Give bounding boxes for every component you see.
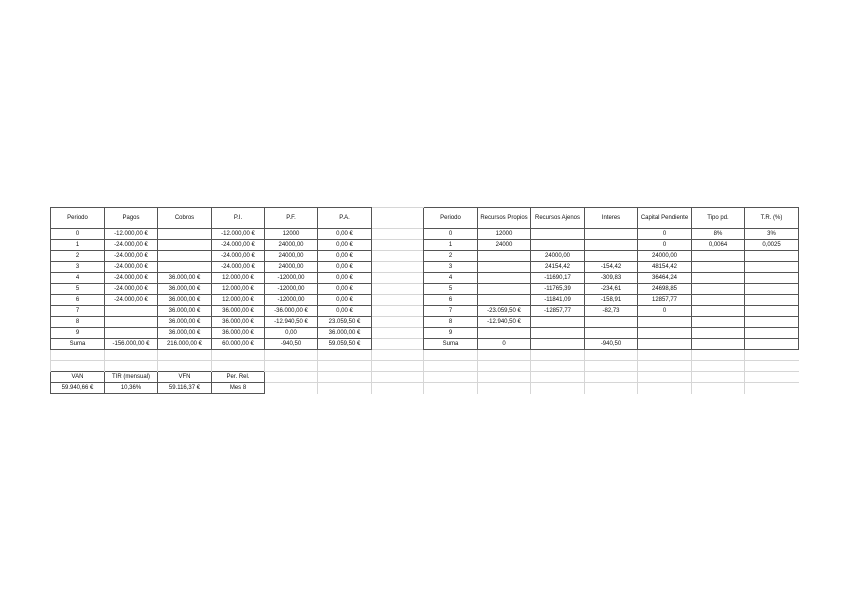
empty-cell[interactable] xyxy=(424,350,478,361)
left-data-cell[interactable]: 12.000,00 € xyxy=(212,284,265,295)
left-header-cell[interactable]: Periodo xyxy=(51,208,105,229)
left-data-cell[interactable]: 24000,00 xyxy=(265,251,318,262)
right-data-cell[interactable] xyxy=(585,317,638,328)
empty-cell[interactable] xyxy=(372,284,424,295)
left-data-cell[interactable]: -24.000,00 € xyxy=(105,295,158,306)
right-data-cell[interactable] xyxy=(478,251,531,262)
left-data-cell[interactable]: -12.000,00 € xyxy=(212,229,265,240)
left-data-cell[interactable]: 0,00 € xyxy=(318,229,372,240)
right-data-cell[interactable]: -309,83 xyxy=(585,273,638,284)
right-data-cell[interactable]: -11765,39 xyxy=(531,284,585,295)
left-data-cell[interactable]: 8 xyxy=(51,317,105,328)
right-data-cell[interactable]: -11841,09 xyxy=(531,295,585,306)
left-data-cell[interactable]: 4 xyxy=(51,273,105,284)
empty-cell[interactable] xyxy=(424,361,478,372)
left-sum-cell[interactable]: 60.000,00 € xyxy=(212,339,265,350)
left-sum-cell[interactable]: 216.000,00 € xyxy=(158,339,212,350)
empty-cell[interactable] xyxy=(372,240,424,251)
left-data-cell[interactable] xyxy=(158,229,212,240)
summary-header-row xyxy=(51,372,799,383)
right-data-cell[interactable] xyxy=(585,251,638,262)
right-data-cell[interactable] xyxy=(745,273,799,284)
empty-cell[interactable] xyxy=(531,372,585,383)
empty-cell[interactable] xyxy=(638,361,692,372)
empty-cell[interactable] xyxy=(372,306,424,317)
right-data-cell[interactable] xyxy=(692,328,745,339)
left-data-cell[interactable]: 36.000,00 € xyxy=(212,328,265,339)
left-data-cell[interactable]: -24.000,00 € xyxy=(105,284,158,295)
left-data-cell[interactable] xyxy=(105,306,158,317)
blank-row xyxy=(51,350,799,361)
left-header-cell[interactable]: Cobros xyxy=(158,208,212,229)
right-data-cell[interactable] xyxy=(692,262,745,273)
right-header-cell[interactable]: Periodo xyxy=(424,208,478,229)
right-data-cell[interactable] xyxy=(478,295,531,306)
right-data-cell[interactable]: 7 xyxy=(424,306,478,317)
right-sum-cell[interactable] xyxy=(692,339,745,350)
empty-cell[interactable] xyxy=(372,229,424,240)
summary-header-cell[interactable]: VFN xyxy=(158,372,212,383)
right-data-cell[interactable] xyxy=(745,295,799,306)
right-data-cell[interactable]: 36464,24 xyxy=(638,273,692,284)
right-header-cell[interactable]: T.R. (%) xyxy=(745,208,799,229)
right-data-cell[interactable]: 0 xyxy=(424,229,478,240)
right-data-cell[interactable] xyxy=(478,273,531,284)
right-data-cell[interactable]: 0 xyxy=(638,229,692,240)
empty-cell[interactable] xyxy=(212,350,265,361)
right-data-cell[interactable]: 6 xyxy=(424,295,478,306)
left-data-cell[interactable]: 36.000,00 € xyxy=(158,328,212,339)
right-data-cell[interactable]: 5 xyxy=(424,284,478,295)
empty-cell[interactable] xyxy=(51,350,105,361)
right-data-cell[interactable] xyxy=(531,317,585,328)
right-data-cell[interactable]: 8% xyxy=(692,229,745,240)
left-data-cell[interactable]: 36.000,00 € xyxy=(158,306,212,317)
right-data-cell[interactable] xyxy=(692,284,745,295)
empty-cell[interactable] xyxy=(372,361,424,372)
left-data-cell[interactable]: -24.000,00 € xyxy=(105,251,158,262)
left-data-cell[interactable]: 24000,00 xyxy=(265,262,318,273)
right-data-cell[interactable]: 3 xyxy=(424,262,478,273)
right-data-cell[interactable]: 0 xyxy=(638,306,692,317)
right-header-cell[interactable]: Tipo pd. xyxy=(692,208,745,229)
right-data-cell[interactable] xyxy=(745,306,799,317)
blank-row xyxy=(51,361,799,372)
empty-cell[interactable] xyxy=(585,361,638,372)
empty-cell[interactable] xyxy=(372,350,424,361)
left-header-cell[interactable]: P.A. xyxy=(318,208,372,229)
table-row xyxy=(51,284,799,295)
left-data-cell[interactable]: -12000,00 xyxy=(265,284,318,295)
empty-cell[interactable] xyxy=(478,372,531,383)
empty-cell[interactable] xyxy=(372,273,424,284)
right-header-cell[interactable]: Recursos Propios xyxy=(478,208,531,229)
right-data-cell[interactable] xyxy=(531,240,585,251)
right-data-cell[interactable] xyxy=(692,273,745,284)
right-data-cell[interactable]: -234,61 xyxy=(585,284,638,295)
right-data-cell[interactable] xyxy=(745,284,799,295)
right-data-cell[interactable]: 4 xyxy=(424,273,478,284)
empty-cell[interactable] xyxy=(638,372,692,383)
empty-cell[interactable] xyxy=(745,350,799,361)
left-header-cell[interactable]: P.I. xyxy=(212,208,265,229)
right-data-cell[interactable] xyxy=(585,229,638,240)
left-data-cell[interactable]: 0,00 € xyxy=(318,240,372,251)
right-header-cell[interactable]: Interes xyxy=(585,208,638,229)
left-data-cell[interactable] xyxy=(105,317,158,328)
left-data-cell[interactable]: -12000,00 xyxy=(265,273,318,284)
left-data-cell[interactable]: 0,00 € xyxy=(318,262,372,273)
table-row xyxy=(51,251,799,262)
summary-values-row xyxy=(51,383,799,394)
empty-cell[interactable] xyxy=(372,295,424,306)
left-data-cell[interactable]: 5 xyxy=(51,284,105,295)
right-data-cell[interactable] xyxy=(531,229,585,240)
right-data-cell[interactable]: -154,42 xyxy=(585,262,638,273)
empty-cell[interactable] xyxy=(372,383,424,394)
left-data-cell[interactable]: 9 xyxy=(51,328,105,339)
right-data-cell[interactable] xyxy=(478,284,531,295)
spreadsheet-grid xyxy=(50,207,799,394)
right-data-cell[interactable]: -12857,77 xyxy=(531,306,585,317)
left-data-cell[interactable]: 1 xyxy=(51,240,105,251)
empty-cell[interactable] xyxy=(531,361,585,372)
left-data-cell[interactable]: -12000,00 xyxy=(265,295,318,306)
right-sum-cell[interactable]: 0 xyxy=(478,339,531,350)
summary-header-cell[interactable]: VAN xyxy=(51,372,105,383)
right-header-cell[interactable]: Recursos Ajenos xyxy=(531,208,585,229)
empty-cell[interactable] xyxy=(692,383,745,394)
right-data-cell[interactable]: 48154,42 xyxy=(638,262,692,273)
left-sum-cell[interactable]: -156.000,00 € xyxy=(105,339,158,350)
right-data-cell[interactable]: 0,0025 xyxy=(745,240,799,251)
left-data-cell[interactable] xyxy=(158,240,212,251)
left-data-cell[interactable]: 12.000,00 € xyxy=(212,273,265,284)
right-data-cell[interactable] xyxy=(585,328,638,339)
table-row xyxy=(51,295,799,306)
left-data-cell[interactable]: 0,00 € xyxy=(318,306,372,317)
left-data-cell[interactable]: -24.000,00 € xyxy=(105,273,158,284)
empty-cell[interactable] xyxy=(531,350,585,361)
sum-row xyxy=(51,339,799,350)
left-data-cell[interactable]: 0 xyxy=(51,229,105,240)
right-data-cell[interactable]: 12857,77 xyxy=(638,295,692,306)
empty-cell[interactable] xyxy=(692,350,745,361)
left-data-cell[interactable]: 36.000,00 € xyxy=(212,317,265,328)
left-data-cell[interactable]: 36.000,00 € xyxy=(158,284,212,295)
left-sum-cell[interactable]: -940,50 xyxy=(265,339,318,350)
right-sum-cell[interactable] xyxy=(531,339,585,350)
empty-cell[interactable] xyxy=(105,361,158,372)
empty-cell[interactable] xyxy=(318,383,372,394)
left-data-cell[interactable]: -24.000,00 € xyxy=(212,262,265,273)
left-data-cell[interactable]: -12.940,50 € xyxy=(265,317,318,328)
left-data-cell[interactable]: -24.000,00 € xyxy=(212,251,265,262)
right-data-cell[interactable]: -11690,17 xyxy=(531,273,585,284)
right-data-cell[interactable]: 2 xyxy=(424,251,478,262)
right-data-cell[interactable] xyxy=(692,317,745,328)
right-data-cell[interactable]: 24000 xyxy=(478,240,531,251)
empty-cell[interactable] xyxy=(692,361,745,372)
empty-cell[interactable] xyxy=(478,350,531,361)
summary-value-cell[interactable]: 59.116,37 € xyxy=(158,383,212,394)
left-header-cell[interactable]: P.F. xyxy=(265,208,318,229)
right-data-cell[interactable]: -158,91 xyxy=(585,295,638,306)
table-row xyxy=(51,328,799,339)
right-sum-cell[interactable] xyxy=(638,339,692,350)
left-data-cell[interactable]: 36.000,00 € xyxy=(158,273,212,284)
empty-cell[interactable] xyxy=(745,372,799,383)
left-data-cell[interactable]: -24.000,00 € xyxy=(212,240,265,251)
empty-cell[interactable] xyxy=(424,372,478,383)
summary-value-cell[interactable]: Mes 8 xyxy=(212,383,265,394)
table-row xyxy=(51,317,799,328)
right-data-cell[interactable]: -82,73 xyxy=(585,306,638,317)
left-data-cell[interactable]: 0,00 € xyxy=(318,295,372,306)
empty-cell[interactable] xyxy=(478,383,531,394)
table-row xyxy=(51,240,799,251)
right-sum-cell[interactable]: -940,50 xyxy=(585,339,638,350)
table-row xyxy=(51,262,799,273)
right-sum-cell[interactable]: Suma xyxy=(424,339,478,350)
left-data-cell[interactable]: 6 xyxy=(51,295,105,306)
table-row xyxy=(51,229,799,240)
right-data-cell[interactable] xyxy=(745,262,799,273)
empty-cell[interactable] xyxy=(424,383,478,394)
spreadsheet xyxy=(50,207,799,394)
summary-value-cell[interactable]: 10,36% xyxy=(105,383,158,394)
right-data-cell[interactable]: 0,0064 xyxy=(692,240,745,251)
empty-cell[interactable] xyxy=(585,383,638,394)
empty-cell[interactable] xyxy=(531,383,585,394)
right-data-cell[interactable]: 24000,00 xyxy=(638,251,692,262)
right-data-cell[interactable] xyxy=(638,328,692,339)
empty-cell[interactable] xyxy=(372,208,424,229)
empty-cell[interactable] xyxy=(745,383,799,394)
header-row xyxy=(51,208,799,229)
left-data-cell[interactable]: 12000 xyxy=(265,229,318,240)
left-data-cell[interactable]: 7 xyxy=(51,306,105,317)
left-header-cell[interactable]: Pagos xyxy=(105,208,158,229)
left-data-cell[interactable] xyxy=(158,251,212,262)
left-data-cell[interactable] xyxy=(105,328,158,339)
empty-cell[interactable] xyxy=(372,328,424,339)
right-data-cell[interactable]: -23.059,50 € xyxy=(478,306,531,317)
empty-cell[interactable] xyxy=(51,361,105,372)
right-data-cell[interactable]: 24698,85 xyxy=(638,284,692,295)
empty-cell[interactable] xyxy=(372,372,424,383)
right-data-cell[interactable]: 1 xyxy=(424,240,478,251)
empty-cell[interactable] xyxy=(638,383,692,394)
empty-cell[interactable] xyxy=(745,361,799,372)
right-data-cell[interactable] xyxy=(745,317,799,328)
empty-cell[interactable] xyxy=(692,372,745,383)
left-data-cell[interactable]: 0,00 € xyxy=(318,273,372,284)
right-data-cell[interactable]: 3% xyxy=(745,229,799,240)
empty-cell[interactable] xyxy=(265,372,318,383)
left-data-cell[interactable]: 2 xyxy=(51,251,105,262)
right-data-cell[interactable] xyxy=(692,306,745,317)
left-data-cell[interactable]: 3 xyxy=(51,262,105,273)
left-data-cell[interactable]: 0,00 € xyxy=(318,251,372,262)
right-data-cell[interactable]: 0 xyxy=(638,240,692,251)
right-data-cell[interactable]: 24000,00 xyxy=(531,251,585,262)
summary-header-cell[interactable]: Per. Rel. xyxy=(212,372,265,383)
right-header-cell[interactable]: Capital Pendiente xyxy=(638,208,692,229)
empty-cell[interactable] xyxy=(158,361,212,372)
empty-cell[interactable] xyxy=(212,361,265,372)
right-data-cell[interactable] xyxy=(478,328,531,339)
summary-header-cell[interactable]: TIR (mensual) xyxy=(105,372,158,383)
right-data-cell[interactable] xyxy=(692,251,745,262)
empty-cell[interactable] xyxy=(318,361,372,372)
left-sum-cell[interactable]: 59.059,50 € xyxy=(318,339,372,350)
left-data-cell[interactable]: 36.000,00 € xyxy=(318,328,372,339)
left-data-cell[interactable]: 36.000,00 € xyxy=(212,306,265,317)
left-data-cell[interactable]: -24.000,00 € xyxy=(105,240,158,251)
left-data-cell[interactable]: 36.000,00 € xyxy=(158,295,212,306)
summary-value-cell[interactable]: 59.940,66 € xyxy=(51,383,105,394)
empty-cell[interactable] xyxy=(638,350,692,361)
empty-cell[interactable] xyxy=(372,339,424,350)
right-data-cell[interactable] xyxy=(692,295,745,306)
empty-cell[interactable] xyxy=(318,372,372,383)
left-data-cell[interactable] xyxy=(158,262,212,273)
table-row xyxy=(51,273,799,284)
right-sum-cell[interactable] xyxy=(745,339,799,350)
empty-cell[interactable] xyxy=(372,317,424,328)
empty-cell[interactable] xyxy=(372,262,424,273)
left-data-cell[interactable]: -36.000,00 € xyxy=(265,306,318,317)
left-data-cell[interactable]: 0,00 € xyxy=(318,284,372,295)
right-data-cell[interactable]: 12000 xyxy=(478,229,531,240)
right-data-cell[interactable]: 9 xyxy=(424,328,478,339)
empty-cell[interactable] xyxy=(478,361,531,372)
empty-cell[interactable] xyxy=(158,350,212,361)
left-data-cell[interactable]: -12.000,00 € xyxy=(105,229,158,240)
left-data-cell[interactable]: 0,00 xyxy=(265,328,318,339)
empty-cell[interactable] xyxy=(265,350,318,361)
left-data-cell[interactable]: 12.000,00 € xyxy=(212,295,265,306)
empty-cell[interactable] xyxy=(372,251,424,262)
empty-cell[interactable] xyxy=(585,350,638,361)
right-data-cell[interactable] xyxy=(745,328,799,339)
left-data-cell[interactable]: 24000,00 xyxy=(265,240,318,251)
left-data-cell[interactable]: 23.059,50 € xyxy=(318,317,372,328)
left-data-cell[interactable]: 36.000,00 € xyxy=(158,317,212,328)
right-data-cell[interactable]: 24154,42 xyxy=(531,262,585,273)
right-data-cell[interactable]: 8 xyxy=(424,317,478,328)
empty-cell[interactable] xyxy=(265,383,318,394)
right-data-cell[interactable] xyxy=(478,262,531,273)
right-data-cell[interactable] xyxy=(531,328,585,339)
right-data-cell[interactable] xyxy=(745,251,799,262)
empty-cell[interactable] xyxy=(585,372,638,383)
right-data-cell[interactable]: -12.940,50 € xyxy=(478,317,531,328)
empty-cell[interactable] xyxy=(265,361,318,372)
right-data-cell[interactable] xyxy=(638,317,692,328)
left-data-cell[interactable]: -24.000,00 € xyxy=(105,262,158,273)
left-sum-cell[interactable]: Suma xyxy=(51,339,105,350)
table-row xyxy=(51,306,799,317)
empty-cell[interactable] xyxy=(318,350,372,361)
empty-cell[interactable] xyxy=(105,350,158,361)
right-data-cell[interactable] xyxy=(585,240,638,251)
